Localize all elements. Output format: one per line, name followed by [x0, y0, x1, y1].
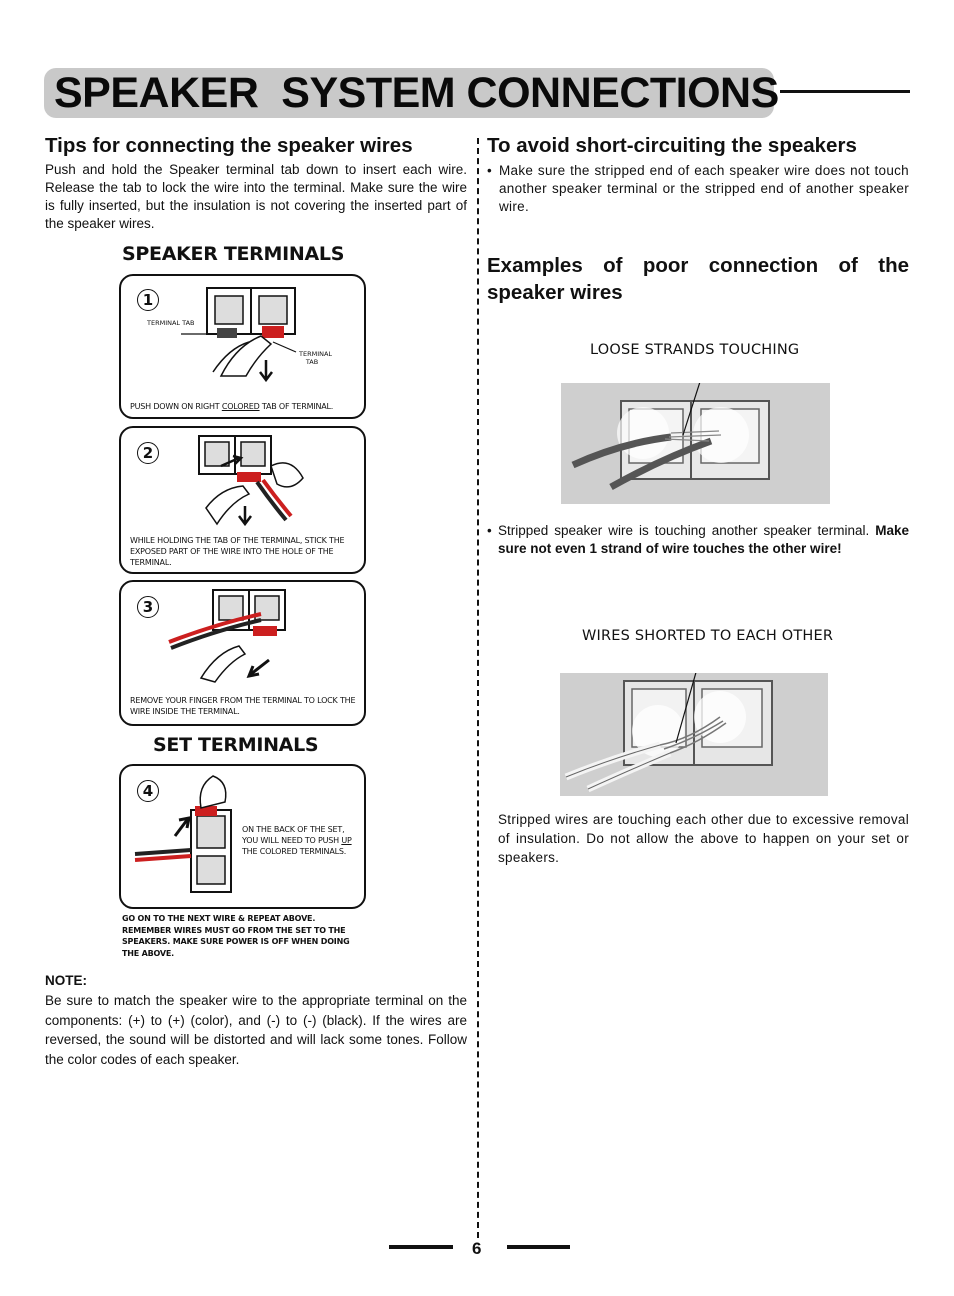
- step-1-number: 1: [137, 289, 159, 311]
- repeat-caption: GO ON TO THE NEXT WIRE & REPEAT ABOVE. REMEMBER WIRES MUST GO FROM THE SET TO THE SPEAKERS. MAKE SURE POWER IS OFF WHEN DOING THE ABOVE.: [122, 914, 350, 958]
- step-3-caption: REMOVE YOUR FINGER FROM THE TERMINAL TO LOCK THE WIRE INSIDE THE TERMINAL.: [130, 696, 356, 716]
- photo-1-label: LOOSE STRANDS TOUCHING: [590, 342, 800, 358]
- loose-strands-illustration: [561, 383, 830, 504]
- step-2-caption: WHILE HOLDING THE TAB OF THE TERMINAL, STICK THE EXPOSED PART OF THE WIRE INTO THE HOLE OF THE TERMINAL.: [130, 536, 345, 567]
- title-rule: [780, 90, 910, 93]
- step-2-panel: [119, 426, 366, 574]
- page-number: 6: [472, 1239, 482, 1258]
- step-1-caption: PUSH DOWN ON RIGHT COLORED TAB OF TERMINAL.: [130, 402, 334, 411]
- avoid-short-text: Make sure the stripped end of each speaker wire does not touch another speaker terminal or the stripped end of another speaker wire.: [499, 163, 909, 214]
- bullet-icon: •: [487, 163, 493, 178]
- step-1-illustration: [121, 276, 364, 417]
- step-3-number: 3: [137, 596, 159, 618]
- step-4-side-caption: ON THE BACK OF THE SET, YOU WILL NEED TO PUSH UP THE COLORED TERMINALS.: [242, 825, 352, 856]
- stripped-bullet: [487, 522, 909, 558]
- page-title: SPEAKER SYSTEM CONNECTIONS: [54, 69, 779, 117]
- page-rule-left: [389, 1245, 453, 1249]
- page-rule-right: [507, 1245, 570, 1249]
- shorted-text: Stripped wires are touching each other due to excessive removal of insulation. Do not allow the above to happen on your set or speakers.: [498, 812, 909, 865]
- terminal-tab-label: TERMINAL TAB: [147, 319, 195, 327]
- stripped-warning: Make sure not even 1 strand of wire touches the other wire!: [498, 523, 909, 556]
- column-divider: [477, 138, 479, 1238]
- wires-shorted-illustration: [560, 673, 828, 796]
- examples-heading: Examples of poor connection of the speaker wires: [487, 254, 909, 304]
- step-2-number: 2: [137, 442, 159, 464]
- avoid-short-heading: To avoid short-circuiting the speakers: [487, 134, 857, 157]
- stripped-text: Stripped speaker wire is touching another speaker terminal.: [498, 523, 870, 538]
- speaker-terminals-title: SPEAKER TERMINALS: [122, 243, 345, 265]
- step-4-panel: [119, 764, 366, 909]
- tips-heading: Tips for connecting the speaker wires: [45, 134, 413, 157]
- loose-strands-photo: [561, 383, 830, 504]
- note-body: Be sure to match the speaker wire to the appropriate terminal on the components: (+) to (+) (color), and (-) to (-) (black). If the wires are reversed, the sound will be distorted and will lack some tones. Follow the color codes of each speaker.: [45, 993, 467, 1067]
- tips-body: Push and hold the Speaker terminal tab down to insert each wire. Release the tab to lock the wire into the terminal. Make sure the wire is fully inserted, but the insulation is not covering the inserted part of the speaker wires.: [45, 162, 467, 231]
- avoid-short-bullet: [487, 162, 909, 216]
- note-label: NOTE:: [45, 973, 87, 988]
- step-3-panel: [119, 580, 366, 726]
- wires-shorted-photo: [560, 673, 828, 796]
- photo-2-label: WIRES SHORTED TO EACH OTHER: [582, 628, 834, 644]
- bullet-icon: •: [487, 523, 492, 538]
- set-terminals-title: SET TERMINALS: [153, 734, 319, 756]
- step-1-panel: [119, 274, 366, 419]
- step-4-number: 4: [137, 780, 159, 802]
- terminal-tab-label-2: TERMINAL TAB: [299, 350, 333, 366]
